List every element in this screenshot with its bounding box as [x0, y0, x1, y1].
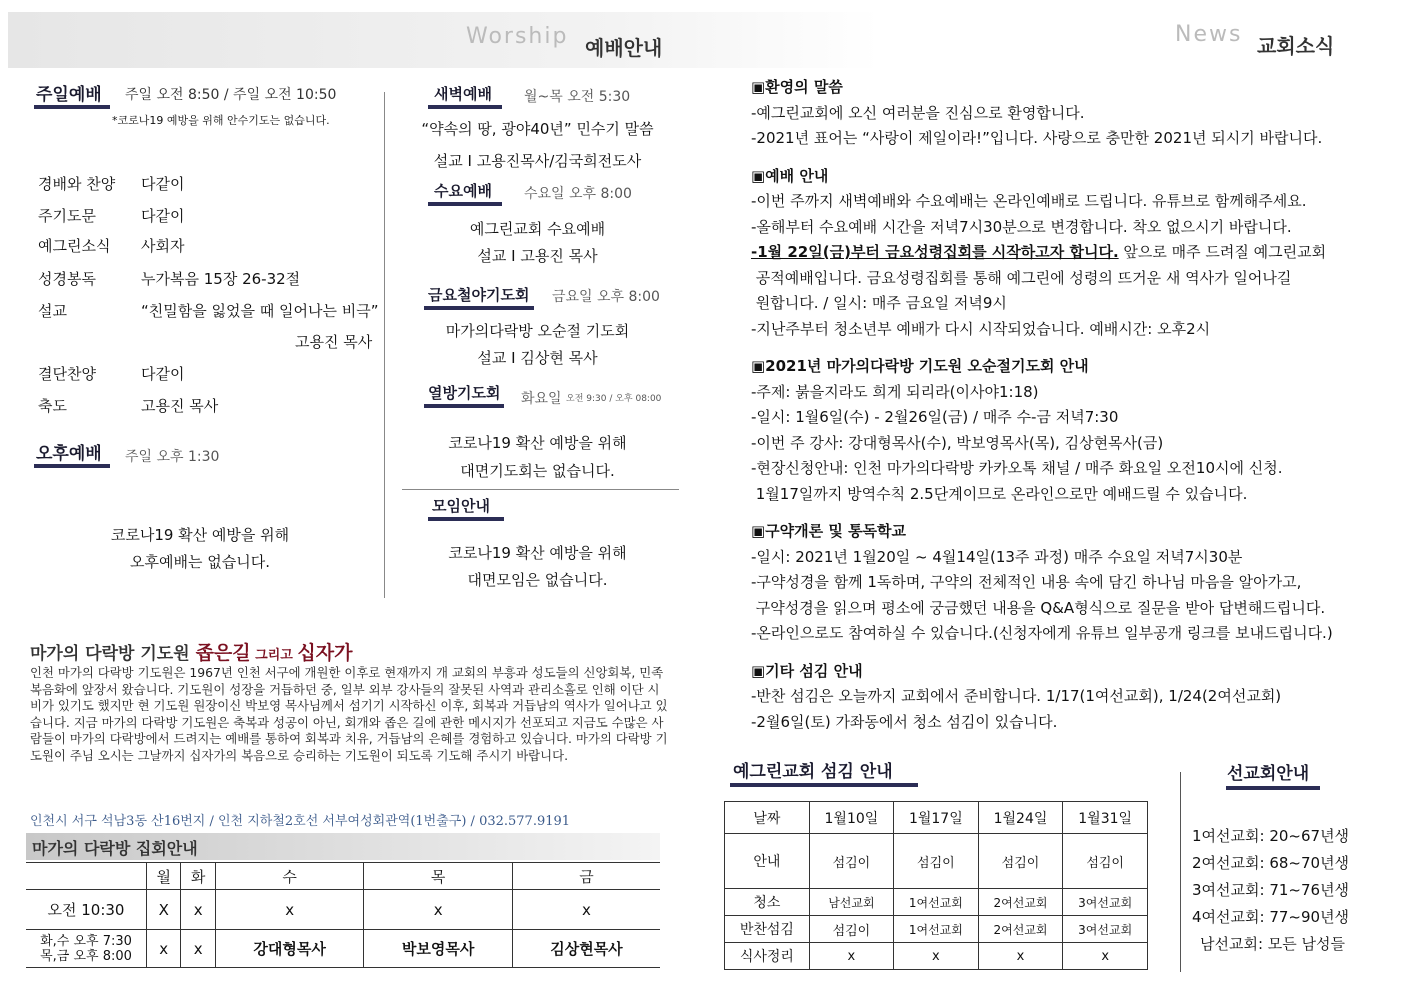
serve-cell: x — [894, 943, 979, 970]
schedule-cell: x — [215, 890, 364, 930]
schedule-day: 화 — [181, 863, 215, 890]
news-line: 공적예배입니다. 금요성령집회를 통해 예그린에 성령의 뜨거운 새 역사가 일어나길 — [751, 268, 1292, 287]
serve-row-label: 식사정리 — [725, 943, 810, 970]
schedule-time: 오전 10:30 — [26, 890, 147, 930]
schedule-cell: x — [364, 890, 513, 930]
news-line: -이번 주 강사: 강대형목사(수), 박보영목사(목), 김상현목사(금) — [751, 433, 1164, 452]
news-underline: -1월 22일(금)부터 금요성령집회를 시작하고자 합니다. — [751, 243, 1119, 261]
magga-body: 인천 마가의 다락방 기도원은 1967년 인천 서구에 개원한 이후로 현재까지 개 교회의 부흥과 성도들의 신앙회복, 민족 복음화에 앞장서 왔습니다. 기도원이 성장을 거듭하던 중, 일부 외부 강사들의 잘못된 사역과 관리소홀로 인해 이단 시비가 있기도 했지만 현 기도원 원장이신 박보영 목사님께서 섬기기 시작하신 이후, 회복과 거듭남의 역사가 일어나고 있습니다. 지금 마가의 다락방 기도원은 축복과 성공이 아닌, 회개와 좁은 길에 관한 메시지가 선포되고 지금도 수많은 사람들이 마가의 다락방에서 드려지는 예배를 통하여 회복과 치유, 거듭남의 은혜를 경험하고 있습니다. 마가의 다락방 기도원이 주님 오시는 그날까지 십자가의 복음으로 승리하는 기도원이 되도록 기도해 주시기 바랍니다. — [30, 665, 668, 763]
friday-title: 금요철야기도회 — [428, 286, 530, 304]
serve-cell: 섬김이 — [1063, 834, 1148, 889]
schedule-cell: 강대형목사 — [215, 930, 364, 968]
serve-col-head: 1월24일 — [978, 802, 1063, 834]
news-line: 1월17일까지 방역수칙 2.5단계이므로 온라인으로만 예배드릴 수 있습니다. — [751, 484, 1248, 503]
magga-address: 인천시 서구 석남3동 산16번지 / 인천 지하철2호선 서부여성회관역(1번출구) / 032.577.9191 — [30, 814, 571, 829]
news-line: -주제: 붉을지라도 희게 되리라(이사야1:18) — [751, 382, 1039, 401]
friday-underline — [424, 306, 534, 310]
order-label: 설교 — [38, 302, 67, 320]
schedule-cell: X — [147, 890, 181, 930]
schedule-day: 수 — [215, 863, 364, 890]
schedule-title: 마가의 다락방 집회안내 — [32, 839, 198, 858]
order-value: 다같이 — [141, 365, 185, 383]
wednesday-title: 수요예배 — [434, 182, 492, 200]
schedule-cell: 김상현목사 — [512, 930, 660, 968]
news-line: 원합니다. / 일시: 매주 금요일 저녁9시 — [751, 294, 1007, 312]
serve-cell: 섬김이 — [809, 916, 893, 943]
friday-line2: 설교 I 김상현 목사 — [477, 349, 598, 367]
wednesday-line1: 예그린교회 수요예배 — [469, 220, 606, 238]
serve-underline — [730, 783, 918, 787]
news-en-title: News — [1175, 22, 1243, 47]
dawn-line1: “약속의 땅, 광야40년” 민수기 말씀 — [421, 120, 654, 138]
news-line: -예그린교회에 오신 여러분을 진심으로 환영합니다. — [751, 103, 1085, 122]
news-ko-title: 교회소식 — [1257, 34, 1335, 58]
order-label: 성경봉독 — [38, 270, 96, 288]
serve-cell: x — [809, 943, 893, 970]
news-line: -2월6일(토) 가좌동에서 청소 섬김이 있습니다. — [751, 712, 1058, 731]
order-value: 고용진 목사 — [295, 333, 373, 351]
magga-title-a: 마가의 다락방 기도원 — [30, 644, 196, 664]
schedule-table — [26, 862, 660, 968]
mission-row: 2여선교회: 68~70년생 — [1192, 854, 1350, 872]
afternoon-time: 주일 오후 1:30 — [125, 449, 220, 465]
sunday-title: 주일예배 — [36, 85, 102, 105]
afternoon-underline — [34, 464, 110, 468]
serve-col-head: 날짜 — [725, 802, 810, 834]
serve-table — [724, 801, 1148, 970]
mission-row: 남선교회: 모든 남성들 — [1200, 935, 1346, 953]
yeolbang-time-small: 오전 9:30 / 오후 08:00 — [566, 394, 662, 404]
order-value: “친밀함을 잃었을 때 일어나는 비극” — [141, 302, 379, 320]
wednesday-underline — [428, 202, 502, 206]
sunday-time: 주일 오전 8:50 / 주일 오전 10:50 — [125, 87, 337, 103]
yeolbang-line1: 코로나19 확산 예방을 위해 — [448, 434, 627, 452]
worship-en-title: Worship — [466, 24, 569, 49]
serve-cell: 3여선교회 — [1063, 916, 1148, 943]
serve-cell: x — [978, 943, 1063, 970]
schedule-cell: x — [181, 890, 215, 930]
schedule-day: 목 — [364, 863, 513, 890]
magga-title — [30, 638, 352, 665]
serve-cell: 1여선교회 — [894, 916, 979, 943]
dawn-title: 새벽예배 — [434, 85, 492, 103]
meeting-divider — [402, 489, 679, 490]
serve-col-head: 1월17일 — [894, 802, 979, 834]
mission-underline — [1226, 786, 1320, 790]
schedule-cell: x — [147, 930, 181, 968]
friday-line1: 마가의다락방 오순절 기도회 — [445, 322, 630, 340]
serve-cell: 섬김이 — [894, 834, 979, 889]
afternoon-line2: 오후예배는 없습니다. — [130, 553, 270, 571]
news-line-underline-row — [751, 240, 1333, 266]
meeting-title: 모임안내 — [432, 497, 490, 515]
news-heading: ▣2021년 마가의다락방 기도원 오순절기도회 안내 — [751, 357, 1089, 375]
order-label: 결단찬양 — [38, 365, 96, 383]
news-line: -일시: 1월6일(수) - 2월26일(금) / 매주 수-금 저녁7:30 — [751, 408, 1119, 426]
meeting-line2: 대면모임은 없습니다. — [467, 571, 608, 589]
yeolbang-line2: 대면기도회는 없습니다. — [460, 462, 615, 480]
schedule-cell: x — [512, 890, 660, 930]
serve-row-label: 청소 — [725, 889, 810, 916]
serve-row-label: 안내 — [725, 834, 810, 889]
yeolbang-underline — [424, 404, 504, 408]
serve-title: 예그린교회 섬김 안내 — [733, 762, 893, 782]
serve-cell: x — [1063, 943, 1148, 970]
order-label: 예그린소식 — [38, 237, 111, 255]
yeolbang-title: 열방기도회 — [428, 384, 501, 402]
serve-row-label: 반찬섬김 — [725, 916, 810, 943]
sunday-note: *코로나19 예방을 위해 안수기도는 없습니다. — [112, 114, 330, 127]
serve-cell: 2여선교회 — [978, 889, 1063, 916]
news-heading: ▣기타 섬김 안내 — [751, 661, 863, 680]
magga-title-c: 그리고 — [250, 648, 298, 663]
schedule-day: 금 — [512, 863, 660, 890]
header-band — [8, 12, 880, 68]
news-heading: ▣구약개론 및 통독학교 — [751, 522, 907, 540]
schedule-cell: 박보영목사 — [364, 930, 513, 968]
afternoon-title: 오후예배 — [36, 444, 102, 464]
meeting-underline — [428, 517, 504, 521]
news-section — [751, 75, 1333, 735]
schedule-corner — [26, 863, 147, 890]
serve-cell: 섬김이 — [809, 834, 893, 889]
news-line: -반찬 섬김은 오늘까지 교회에서 준비합니다. 1/17(1여선교회), 1/24(2여선교회) — [751, 687, 1282, 705]
wednesday-time: 수요일 오후 8:00 — [524, 186, 632, 202]
magga-title-d: 십자가 — [297, 642, 353, 664]
friday-time: 금요일 오후 8:00 — [552, 289, 660, 305]
news-line: -일시: 2021년 1월20일 ~ 4월14일(13주 과정) 매주 수요일 저녁7시30분 — [751, 547, 1243, 566]
serve-cell: 3여선교회 — [1063, 889, 1148, 916]
dawn-time: 월~목 오전 5:30 — [524, 89, 631, 105]
news-line: -현장신청안내: 인천 마가의다락방 카카오톡 채널 / 매주 화요일 오전10시에 신청. — [751, 459, 1283, 477]
news-line: -지난주부터 청소년부 예배가 다시 시작되었습니다. 예배시간: 오후2시 — [751, 319, 1211, 338]
news-line: -온라인으로도 참여하실 수 있습니다.(신청자에게 유튜브 일부공개 링크를 보내드립니다.) — [751, 624, 1333, 642]
order-value: 다같이 — [141, 207, 185, 225]
column-divider — [384, 92, 385, 598]
serve-cell: 1여선교회 — [894, 889, 979, 916]
order-label: 축도 — [38, 397, 67, 415]
news-line: -구약성경을 함께 1독하며, 구약의 전체적인 내용 속에 담긴 하나님 마음을 알아가고, — [751, 573, 1302, 591]
order-value: 다같이 — [141, 175, 185, 193]
order-value: 누가복음 15장 26-32절 — [141, 270, 301, 288]
news-after-underline: 앞으로 매주 드려질 예그린교회 — [1118, 243, 1327, 261]
serve-cell: 남선교회 — [809, 889, 893, 916]
order-label: 경배와 찬양 — [38, 175, 116, 193]
afternoon-line1: 코로나19 확산 예방을 위해 — [110, 526, 290, 544]
schedule-day: 월 — [147, 863, 181, 890]
mission-row: 4여선교회: 77~90년생 — [1192, 908, 1350, 926]
serve-col-head: 1월31일 — [1063, 802, 1148, 834]
worship-ko-title: 예배안내 — [585, 36, 663, 60]
schedule-cell: x — [181, 930, 215, 968]
order-value: 사회자 — [141, 237, 185, 255]
news-line: -이번 주까지 새벽예배와 수요예배는 온라인예배로 드립니다. 유튜브로 함께해주세요. — [751, 192, 1307, 210]
mission-row: 3여선교회: 71~76년생 — [1192, 881, 1350, 899]
news-line: -올해부터 수요예배 시간을 저녁7시30분으로 변경합니다. 착오 없으시기 바랍니다. — [751, 217, 1292, 236]
meeting-line1: 코로나19 확산 예방을 위해 — [448, 544, 627, 562]
wednesday-line2: 설교 I 고용진 목사 — [477, 247, 598, 265]
news-line: 구약성경을 읽으며 평소에 궁금했던 내용을 Q&A형식으로 질문을 받아 답변해드립니다. — [751, 598, 1326, 617]
dawn-line2: 설교 I 고용진목사/김국희전도사 — [433, 152, 642, 170]
order-label: 주기도문 — [38, 207, 96, 225]
mission-title: 선교회안내 — [1227, 764, 1310, 784]
order-value: 고용진 목사 — [141, 397, 219, 415]
dawn-underline — [428, 105, 502, 109]
schedule-time-line: 화,수 오후 7:30 — [40, 933, 132, 949]
mission-divider — [1180, 772, 1181, 972]
schedule-time-evening — [26, 930, 147, 968]
serve-cell: 2여선교회 — [978, 916, 1063, 943]
schedule-time-line: 목,금 오후 8:00 — [40, 948, 132, 964]
news-line: -2021년 표어는 “사랑이 제일이라!”입니다. 사랑으로 충만한 2021년 되시기 바랍니다. — [751, 129, 1323, 147]
magga-title-b: 좁은길 — [195, 642, 251, 664]
news-heading: ▣환영의 말씀 — [751, 78, 843, 96]
news-heading: ▣예배 안내 — [751, 166, 829, 185]
mission-row: 1여선교회: 20~67년생 — [1192, 827, 1350, 845]
serve-col-head: 1월10일 — [809, 802, 893, 834]
serve-cell: 섬김이 — [978, 834, 1063, 889]
yeolbang-time: 화요일 — [521, 391, 562, 407]
sunday-underline — [34, 105, 110, 109]
